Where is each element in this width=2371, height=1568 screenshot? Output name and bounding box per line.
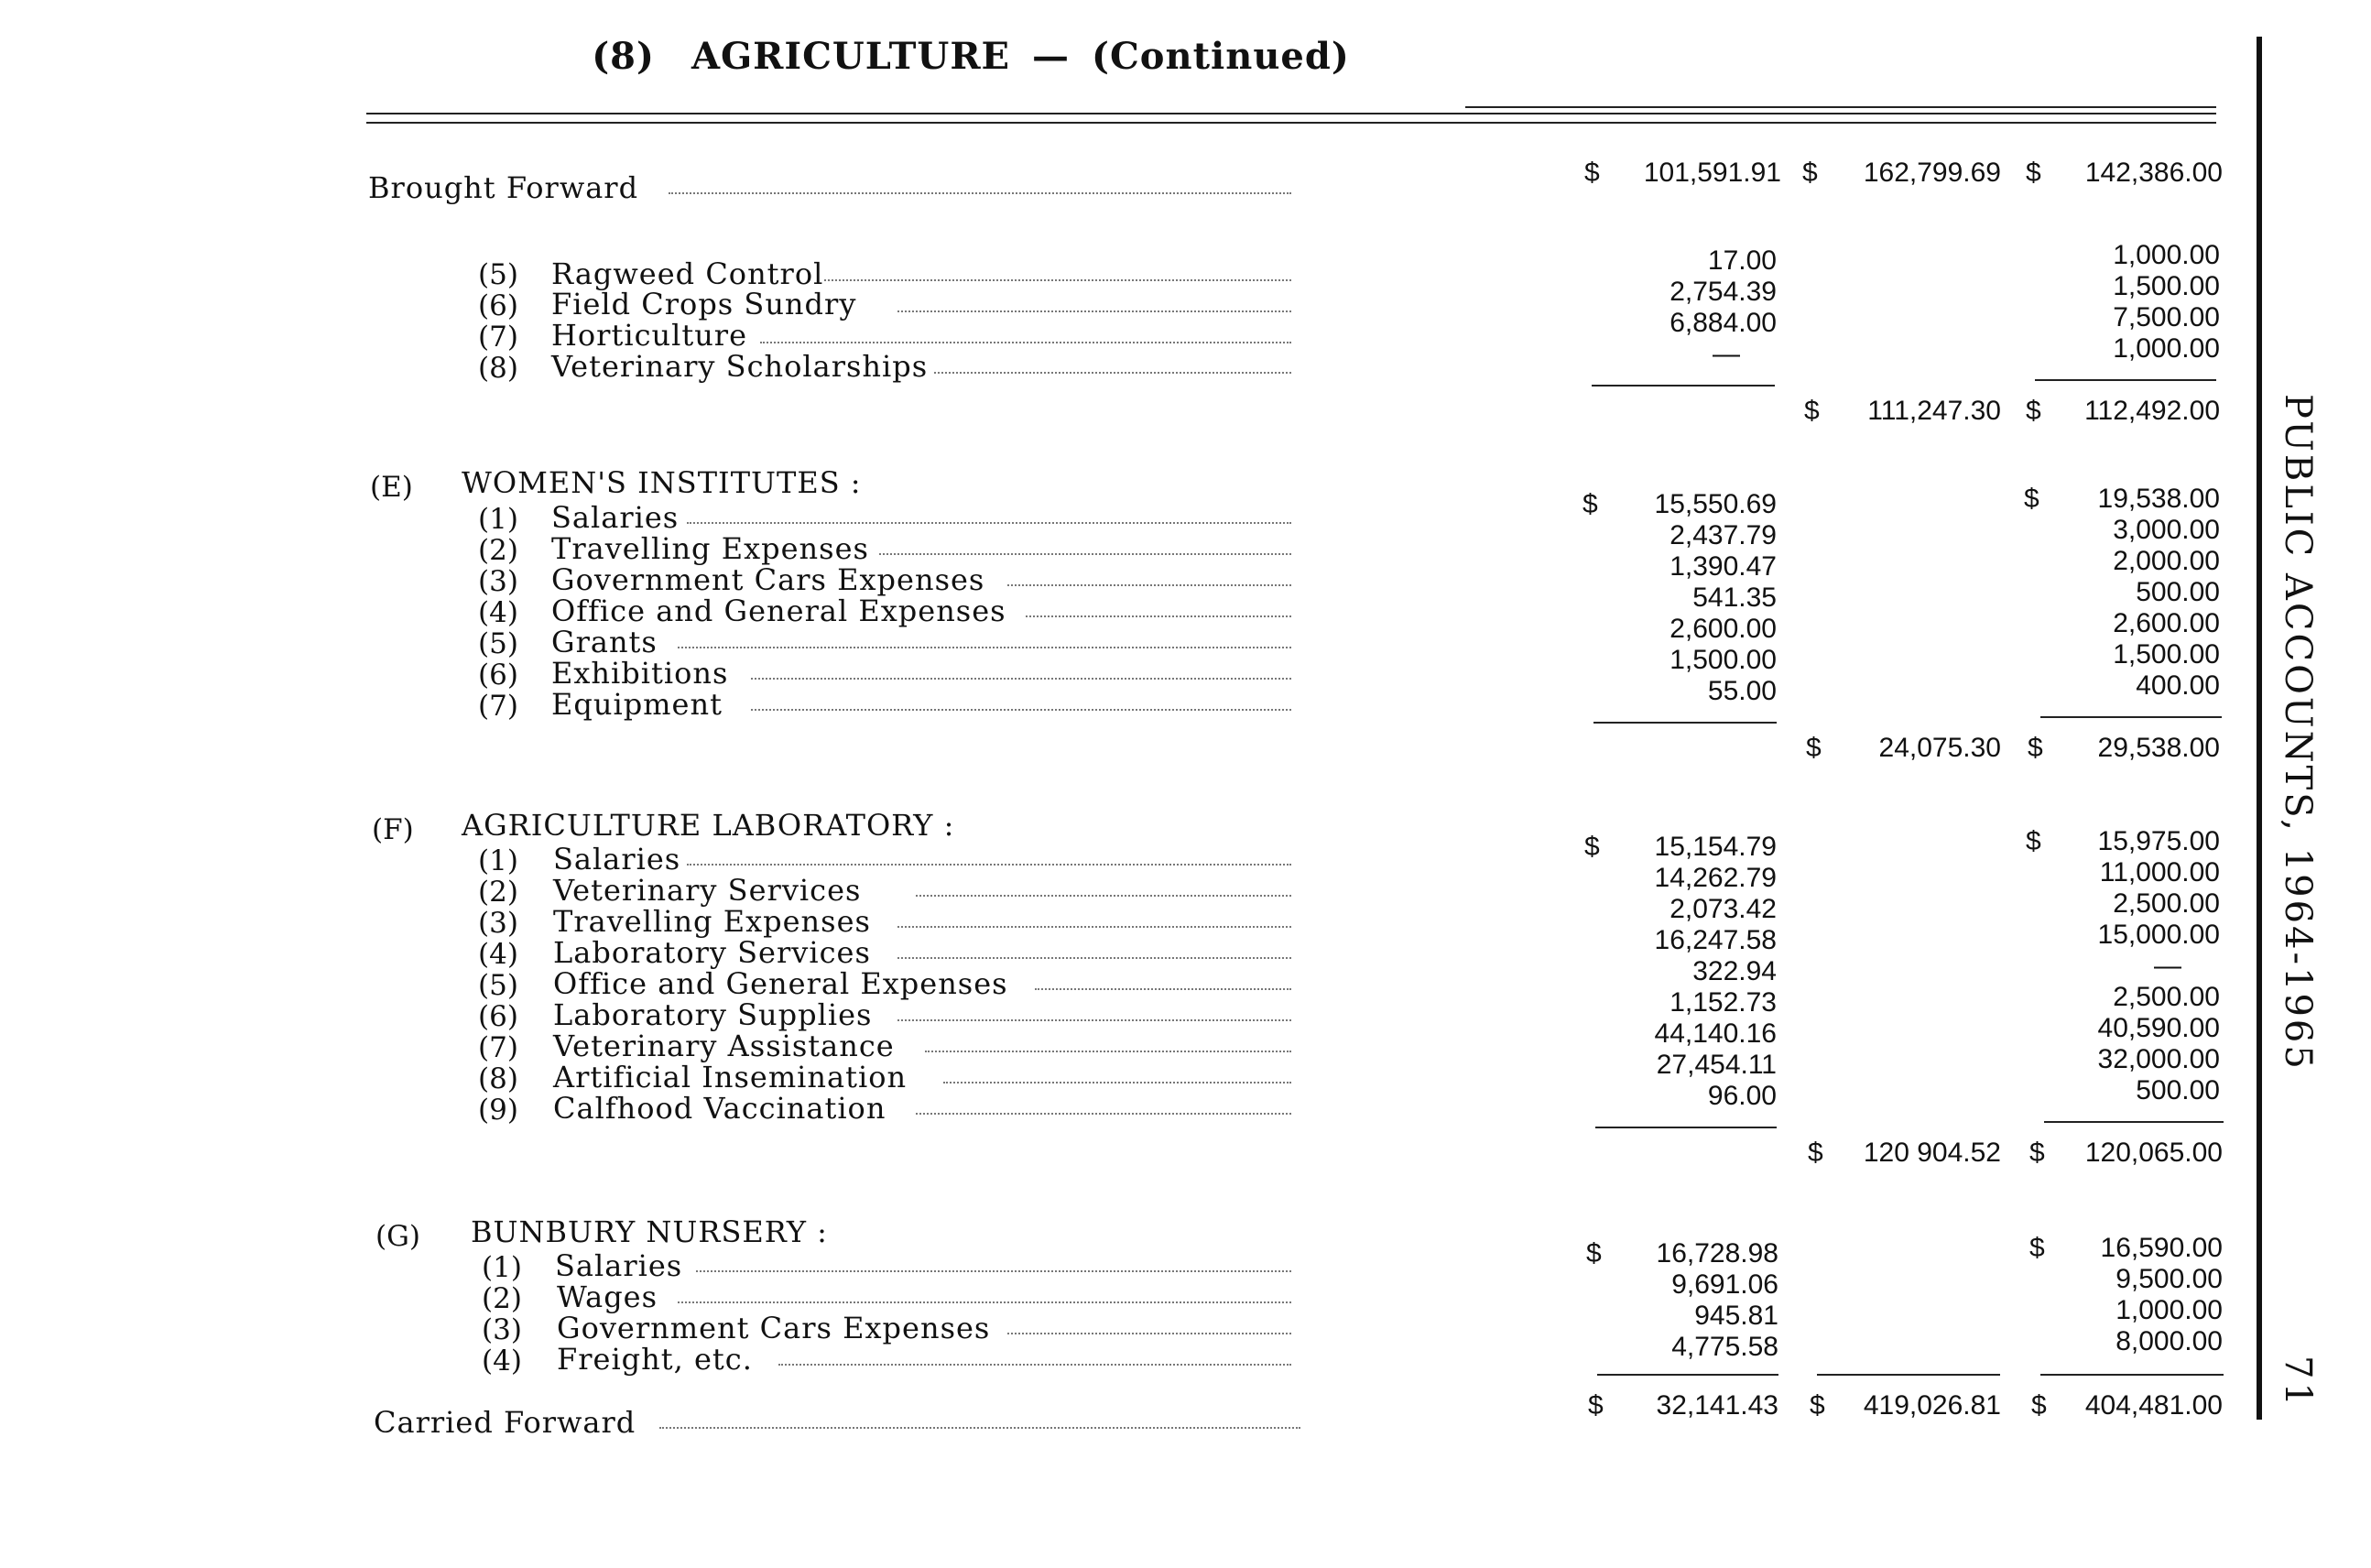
leader-dots	[1035, 988, 1291, 990]
item-col1: 1,152.73	[1669, 987, 1777, 1018]
item-col3: 1,500.00	[2113, 271, 2220, 301]
item-label: Salaries	[551, 500, 680, 535]
leader-dots	[659, 1427, 1300, 1429]
item-col3: 11,000.00	[2099, 857, 2220, 887]
item-col1: 2,437.79	[1669, 520, 1777, 550]
item-code: (4)	[478, 596, 518, 629]
section-f-total-col3: 120,065.00	[2084, 1138, 2223, 1168]
leader-dots	[696, 1270, 1291, 1272]
item-col1: 15,550.69	[1654, 489, 1777, 519]
currency-sign: $	[1584, 832, 1600, 862]
item-label: Veterinary Services	[553, 873, 862, 908]
item-col3: 8,000.00	[2115, 1326, 2223, 1356]
item-label: Veterinary Assistance	[553, 1029, 895, 1063]
section-heading: AGRICULTURE LABORATORY :	[462, 808, 955, 843]
section-e-total-col2: 24,075.30	[1878, 733, 2001, 763]
currency-sign: $	[1802, 158, 1818, 188]
item-col1: 27,454.11	[1656, 1050, 1777, 1080]
brought-forward-col1: 101,591.91	[1643, 158, 1781, 188]
brought-forward-label: Brought Forward	[368, 170, 639, 205]
section-heading: BUNBURY NURSERY :	[471, 1214, 828, 1249]
section-d-total-col3: 112,492.00	[2084, 396, 2220, 426]
item-col1: 2,073.42	[1669, 894, 1777, 924]
side-caption-text: PUBLIC ACCOUNTS, 1964-1965	[2277, 394, 2319, 1072]
subtotal-rule	[2044, 1121, 2224, 1123]
item-col1: 96.00	[1707, 1081, 1777, 1111]
item-code: (6)	[478, 289, 518, 322]
item-label: Travelling Expenses	[553, 904, 871, 939]
currency-sign: $	[1810, 1390, 1825, 1421]
section-code: (F)	[372, 813, 414, 846]
item-col3: 1,000.00	[2113, 333, 2220, 364]
item-col3: 2,500.00	[2113, 888, 2220, 919]
subtotal-rule	[1592, 385, 1775, 387]
item-label: Government Cars Expenses	[551, 562, 985, 597]
section-code: (E)	[370, 471, 413, 504]
item-code: (2)	[482, 1282, 522, 1315]
subtotal-rule	[1593, 722, 1777, 724]
leader-dots	[916, 1113, 1291, 1115]
leader-dots	[879, 553, 1291, 555]
section-e-total-col3: 29,538.00	[2097, 733, 2220, 763]
item-label: Wages	[557, 1279, 658, 1314]
item-col1: 541.35	[1692, 583, 1777, 613]
total-rule	[1597, 1374, 1778, 1376]
item-code: (5)	[478, 627, 518, 660]
item-col3: 16,590.00	[2100, 1233, 2223, 1263]
item-code: (6)	[478, 659, 518, 691]
item-code: (4)	[478, 938, 518, 971]
header-rule-short	[1465, 106, 2216, 108]
currency-sign: $	[1582, 489, 1598, 519]
leader-dots	[751, 678, 1291, 680]
item-code: (5)	[478, 969, 518, 1002]
subtotal-rule	[2040, 716, 2222, 718]
item-label: Government Cars Expenses	[557, 1311, 991, 1345]
item-code: (1)	[478, 844, 518, 877]
leader-dots	[824, 279, 1291, 281]
item-col3: 1,000.00	[2115, 1295, 2223, 1325]
margin-rule	[2257, 37, 2262, 1420]
item-col1: 1,390.47	[1669, 551, 1777, 582]
item-label: Artificial Insemination	[553, 1060, 908, 1094]
title-continued: (Continued)	[1092, 35, 1350, 78]
currency-sign: $	[1804, 396, 1820, 426]
leader-dots	[778, 1364, 1291, 1366]
item-col3: 40,590.00	[2097, 1013, 2220, 1043]
item-col1: 15,154.79	[1654, 832, 1777, 862]
item-col1: —	[1713, 339, 1740, 369]
leader-dots	[687, 522, 1291, 524]
section-d-total-col2: 111,247.30	[1867, 396, 2001, 426]
leader-dots	[669, 192, 1291, 194]
item-code: (8)	[478, 352, 518, 385]
leader-dots	[897, 1019, 1291, 1021]
item-code: (2)	[478, 534, 518, 567]
currency-sign: $	[2029, 1138, 2045, 1168]
subtotal-rule	[1595, 1127, 1777, 1128]
currency-sign: $	[1808, 1138, 1823, 1168]
leader-dots	[897, 926, 1291, 928]
item-col1: 322.94	[1692, 956, 1777, 986]
leader-dots	[1007, 1333, 1291, 1334]
item-col3: 9,500.00	[2115, 1264, 2223, 1294]
item-col1: 16,247.58	[1654, 925, 1777, 955]
leader-dots	[687, 864, 1291, 866]
item-code: (7)	[478, 1031, 518, 1064]
item-code: (3)	[482, 1313, 522, 1346]
item-col3: 2,000.00	[2113, 546, 2220, 576]
carried-forward-col2: 419,026.81	[1863, 1390, 2001, 1421]
item-col1: 44,140.16	[1654, 1018, 1777, 1049]
currency-sign: $	[2024, 484, 2039, 514]
leader-dots	[934, 372, 1291, 374]
item-label: Equipment	[551, 687, 723, 722]
item-col3: 400.00	[2136, 670, 2220, 701]
carried-forward-col3: 404,481.00	[2084, 1390, 2223, 1421]
currency-sign: $	[2026, 158, 2041, 188]
currency-sign: $	[2029, 1233, 2045, 1263]
item-col3: 15,000.00	[2097, 920, 2220, 950]
item-label: Calfhood Vaccination	[553, 1091, 886, 1126]
currency-sign: $	[1806, 733, 1822, 763]
leader-dots	[751, 709, 1291, 711]
item-col3: 1,000.00	[2113, 240, 2220, 270]
title-name: AGRICULTURE	[691, 35, 1011, 78]
carried-forward-label: Carried Forward	[374, 1405, 636, 1440]
item-label: Travelling Expenses	[551, 531, 869, 566]
item-code: (1)	[482, 1251, 522, 1284]
item-col1: 4,775.58	[1671, 1332, 1778, 1362]
item-label: Horticulture	[551, 318, 748, 353]
item-label: Office and General Expenses	[553, 966, 1008, 1001]
item-col1: 55.00	[1707, 676, 1777, 706]
leader-dots	[678, 647, 1291, 648]
item-col3: 3,000.00	[2113, 515, 2220, 545]
header-rule-bottom	[366, 122, 2216, 124]
item-code: (9)	[478, 1094, 518, 1127]
currency-sign: $	[2026, 826, 2041, 856]
item-col1: 2,754.39	[1669, 277, 1777, 307]
page-number: 71	[2277, 1356, 2319, 1410]
item-label: Ragweed Control	[551, 256, 824, 291]
item-label: Laboratory Supplies	[553, 997, 873, 1032]
item-code: (5)	[478, 258, 518, 291]
leader-dots	[897, 957, 1291, 959]
currency-sign: $	[1588, 1390, 1604, 1421]
item-col1: 17.00	[1707, 245, 1777, 276]
item-label: Laboratory Services	[553, 935, 871, 970]
carried-forward-col1: 32,141.43	[1656, 1390, 1778, 1421]
brought-forward-col3: 142,386.00	[2084, 158, 2223, 188]
item-code: (1)	[478, 503, 518, 536]
item-label: Salaries	[553, 842, 681, 877]
currency-sign: $	[2028, 733, 2043, 763]
item-col3: —	[2154, 951, 2181, 981]
leader-dots	[925, 1051, 1291, 1052]
item-col1: 1,500.00	[1669, 645, 1777, 675]
leader-dots	[1026, 615, 1291, 617]
page-title	[0, 35, 1941, 78]
item-label: Office and General Expenses	[551, 593, 1006, 628]
item-col1: 14,262.79	[1654, 863, 1777, 893]
item-code: (6)	[478, 1000, 518, 1033]
subtotal-rule	[2035, 379, 2216, 381]
item-col3: 2,600.00	[2113, 608, 2220, 638]
leader-dots	[916, 895, 1291, 897]
item-code: (7)	[478, 321, 518, 354]
item-label: Field Crops Sundry	[551, 287, 857, 321]
item-code: (8)	[478, 1062, 518, 1095]
item-col3: 32,000.00	[2097, 1044, 2220, 1074]
leader-dots	[897, 310, 1291, 312]
item-col3: 19,538.00	[2097, 484, 2220, 514]
brought-forward-col2: 162,799.69	[1863, 158, 2001, 188]
item-label: Salaries	[555, 1248, 683, 1283]
leader-dots	[1007, 584, 1291, 586]
item-col1: 945.81	[1694, 1301, 1778, 1331]
item-code: (4)	[482, 1345, 522, 1377]
item-col3: 500.00	[2136, 1075, 2220, 1105]
section-code: (G)	[375, 1220, 420, 1253]
item-col1: 16,728.98	[1656, 1238, 1778, 1269]
item-label: Veterinary Scholarships	[551, 349, 929, 384]
item-col3: 500.00	[2136, 577, 2220, 607]
item-code: (3)	[478, 907, 518, 940]
item-col1: 6,884.00	[1669, 308, 1777, 338]
currency-sign: $	[2031, 1390, 2047, 1421]
total-rule	[2040, 1374, 2224, 1376]
header-rule-top	[366, 113, 2216, 114]
item-code: (3)	[478, 565, 518, 598]
item-code: (2)	[478, 876, 518, 909]
item-label: Grants	[551, 625, 658, 659]
item-col3: 7,500.00	[2113, 302, 2220, 332]
section-f-total-col2: 120 904.52	[1863, 1138, 2001, 1168]
title-dash: —	[1032, 35, 1071, 78]
item-label: Freight, etc.	[557, 1342, 753, 1377]
item-col1: 9,691.06	[1671, 1269, 1778, 1300]
item-col3: 15,975.00	[2097, 826, 2220, 856]
leader-dots	[760, 342, 1291, 343]
total-rule	[1817, 1374, 2000, 1376]
currency-sign: $	[1586, 1238, 1602, 1269]
item-col1: 2,600.00	[1669, 614, 1777, 644]
currency-sign: $	[2026, 396, 2041, 426]
leader-dots	[943, 1082, 1291, 1083]
leader-dots	[678, 1301, 1291, 1303]
title-number: (8)	[592, 35, 655, 78]
item-label: Exhibitions	[551, 656, 729, 691]
item-col3: 1,500.00	[2113, 639, 2220, 670]
section-heading: WOMEN'S INSTITUTES :	[462, 465, 862, 500]
currency-sign: $	[1584, 158, 1600, 188]
item-code: (7)	[478, 690, 518, 723]
item-col3: 2,500.00	[2113, 982, 2220, 1012]
side-caption	[2277, 394, 2319, 1410]
